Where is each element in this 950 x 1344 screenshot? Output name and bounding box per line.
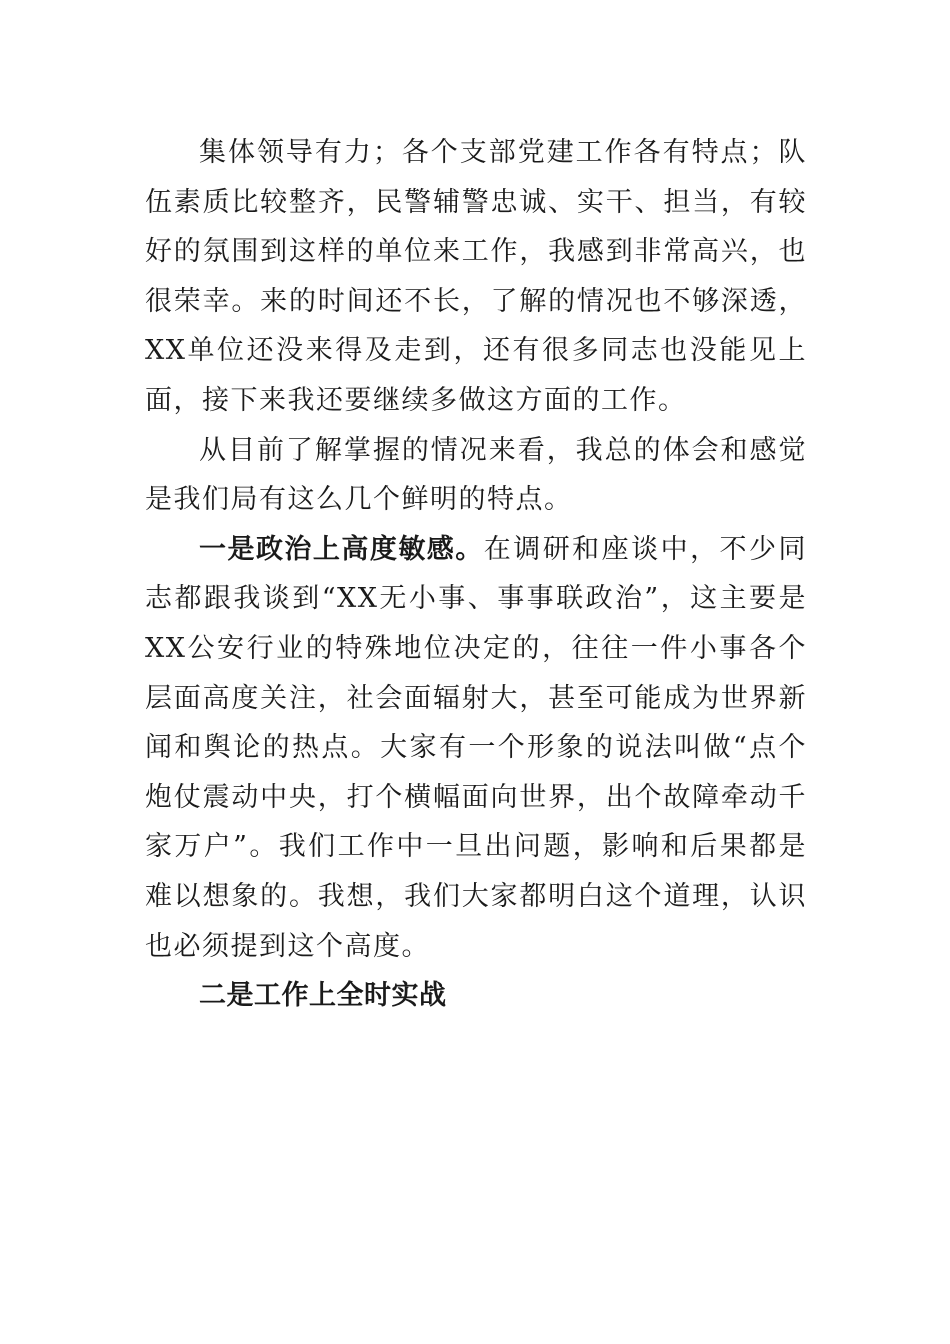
paragraph-overview bbox=[145, 426, 807, 525]
document-body bbox=[145, 128, 807, 1021]
paragraph-text: 集体领导有力；各个支部党建工作各有特点；队伍素质比较整齐，民警辅警忠诚、实干、担当，有较好的氛围到这样的单位来工作，我感到非常高兴，也很荣幸。来的时间还不长，了解的情况也不够深透，XX单位还没来得及走到，还有很多同志也没能见上面，接下来我还要继续多做这方面的工作。 bbox=[145, 137, 807, 416]
paragraph-point-two bbox=[145, 971, 807, 1021]
paragraph-text: 从目前了解掌握的情况来看，我总的体会和感觉是我们局有这么几个鲜明的特点。 bbox=[145, 434, 807, 516]
paragraph-point-one bbox=[145, 525, 807, 971]
paragraph-lead-bold: 一是政治上高度敏感。 bbox=[199, 533, 484, 565]
paragraph-lead-bold: 二是工作上全时实战 bbox=[199, 980, 447, 1012]
paragraph-text: 在调研和座谈中，不少同志都跟我谈到“XX无小事、事事联政治”，这主要是XX公安行业的特殊地位决定的，往往一件小事各个层面高度关注，社会面辐射大，甚至可能成为世界新闻和舆论的热点。大家有一个形象的说法叫做“点个炮仗震动中央，打个横幅面向世界，出个故障牵动千家万户”。我们工作中一旦出问题，影响和后果都是难以想象的。我想，我们大家都明白这个道理，认识也必须提到这个高度。 bbox=[145, 533, 807, 962]
paragraph-intro bbox=[145, 128, 807, 426]
